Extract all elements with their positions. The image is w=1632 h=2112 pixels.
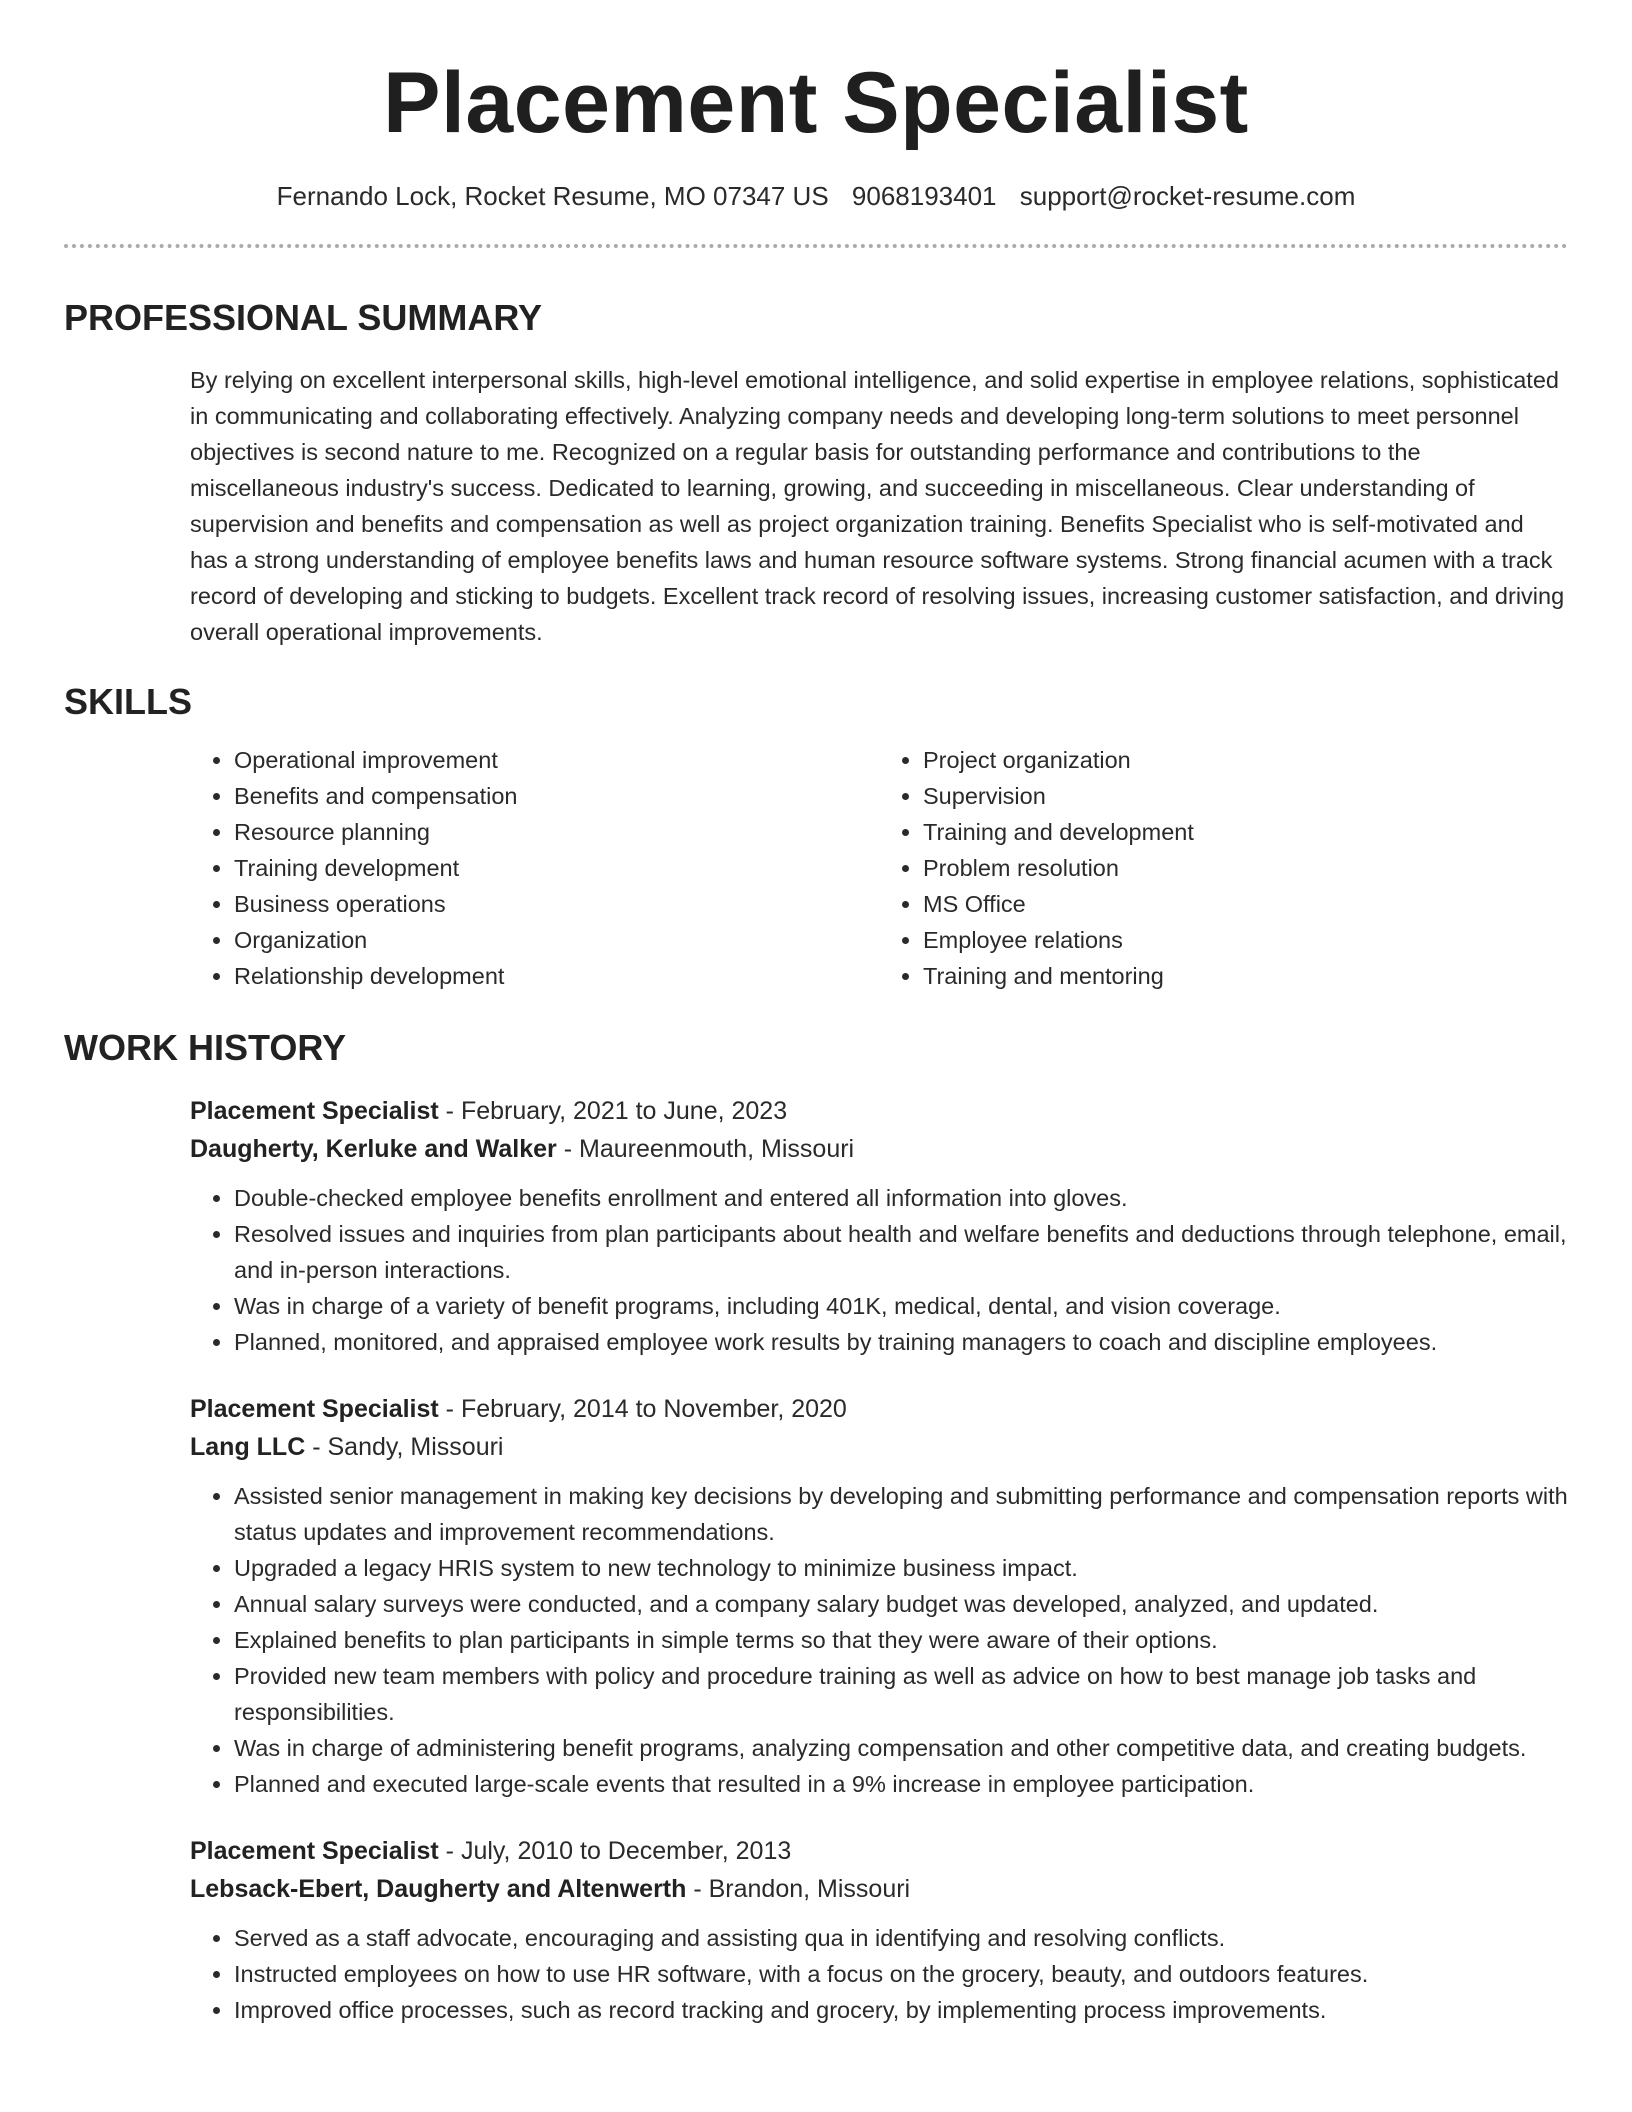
job-entry [190,1092,1568,1360]
skill-item: • Training development [234,850,879,886]
skill-item: • Benefits and compensation [234,778,879,814]
job-role: Placement Specialist [190,1394,439,1423]
job-bullet: • Provided new team members with policy and procedure training as well as advice on how to best manage job tasks and responsibilities. [234,1658,1568,1730]
job-entry [190,1390,1568,1802]
skill-item: • Project organization [923,742,1568,778]
skill-item: • MS Office [923,886,1568,922]
job-company-line: Lebsack-Ebert, Daugherty and Altenwerth - Brandon, Missouri [190,1874,911,1903]
job-bullet-list [190,1478,1568,1802]
job-location: Sandy, Missouri [327,1432,504,1461]
job-role: Placement Specialist [190,1096,439,1125]
job-company-line: Daugherty, Kerluke and Walker - Maureenmouth, Missouri [190,1134,855,1163]
work-history-title: WORK HISTORY [64,1026,347,1068]
job-location: Maureenmouth, Missouri [579,1134,855,1163]
summary-section [64,296,1568,650]
job-bullet-list [190,1180,1568,1360]
summary-text: By relying on excellent interpersonal skills, high-level emotional intelligence, and solid expertise in employee relations, sophisticated in communicating and collaborating effectively. Analyzing company needs and developing long-term solutions to meet personnel objectives is second nature to me. Recognized on a regular basis for outstanding performance and contributions to the miscellaneous industry's success. Dedicated to learning, growing, and succeeding in miscellaneous. Clear understanding of supervision and benefits and compensation as well as project organization training. Benefits Specialist who is self-motivated and has a strong understanding of employee benefits laws and human resource software systems. Strong financial acumen with a track record of developing and sticking to budgets. Excellent track record of resolving issues, increasing customer satisfaction, and driving overall operational improvements. [190,366,1565,645]
contact-phone: 9068193401 [851,180,997,211]
job-bullet: • Instructed employees on how to use HR software, with a focus on the grocery, beauty, and outdoors features. [234,1956,1568,1992]
skills-title: SKILLS [64,680,193,722]
job-entry [190,1832,1568,2028]
job-bullet: • Improved office processes, such as record tracking and grocery, by implementing process improvements. [234,1992,1568,2028]
skill-item: • Supervision [923,778,1568,814]
job-bullet: • Upgraded a legacy HRIS system to new technology to minimize business impact. [234,1550,1568,1586]
skill-item: • Training and mentoring [923,958,1568,994]
job-dates: February, 2014 to November, 2020 [460,1394,847,1423]
contact-line [64,181,1568,212]
job-bullet: • Was in charge of administering benefit programs, analyzing compensation and other competitive data, and creating budgets. [234,1730,1568,1766]
job-dates: February, 2021 to June, 2023 [460,1096,788,1125]
skills-section [64,680,1568,994]
job-bullet: • Annual salary surveys were conducted, and a company salary budget was developed, analyzed, and updated. [234,1586,1568,1622]
job-company: Daugherty, Kerluke and Walker [190,1134,557,1163]
job-company: Lebsack-Ebert, Daugherty and Altenwerth [190,1874,687,1903]
skills-left-list [190,742,879,994]
skills-right-list [879,742,1568,994]
resume-page [64,0,1568,2028]
summary-title: PROFESSIONAL SUMMARY [64,296,543,338]
skills-grid [190,742,1568,994]
job-bullet: • Served as a staff advocate, encouraging and assisting qua in identifying and resolving conflicts. [234,1920,1568,1956]
skill-item: • Operational improvement [234,742,879,778]
job-role-line: Placement Specialist - February, 2021 to June, 2023 [190,1096,788,1125]
job-bullet: • Explained benefits to plan participants in simple terms so that they were aware of their options. [234,1622,1568,1658]
skill-item: • Organization [234,922,879,958]
contact-email: support@rocket-resume.com [1019,180,1356,211]
job-location: Brandon, Missouri [708,1874,911,1903]
job-role: Placement Specialist [190,1836,439,1865]
skill-item: • Training and development [923,814,1568,850]
job-bullet: • Double-checked employee benefits enrollment and entered all information into gloves. [234,1180,1568,1216]
job-bullet: • Resolved issues and inquiries from plan participants about health and welfare benefits and deductions through telephone, email, and in-person interactions. [234,1216,1568,1288]
resume-name: Placement Specialist [383,55,1249,151]
skill-item: • Problem resolution [923,850,1568,886]
job-role-line: Placement Specialist - July, 2010 to December, 2013 [190,1836,792,1865]
skill-item: • Relationship development [234,958,879,994]
job-bullet: • Planned and executed large-scale events that resulted in a 9% increase in employee participation. [234,1766,1568,1802]
skill-item: • Resource planning [234,814,879,850]
job-role-line: Placement Specialist - February, 2014 to November, 2020 [190,1394,847,1423]
header-divider [64,244,1568,248]
contact-address: Fernando Lock, Rocket Resume, MO 07347 US [276,180,829,211]
job-company: Lang LLC [190,1432,306,1461]
skill-item: • Business operations [234,886,879,922]
job-company-line: Lang LLC - Sandy, Missouri [190,1432,504,1461]
skill-item: • Employee relations [923,922,1568,958]
job-bullet: • Was in charge of a variety of benefit programs, including 401K, medical, dental, and vision coverage. [234,1288,1568,1324]
job-dates: July, 2010 to December, 2013 [460,1836,792,1865]
job-bullet-list [190,1920,1568,2028]
work-history-section [64,1026,1568,2028]
job-bullet: • Planned, monitored, and appraised employee work results by training managers to coach and discipline employees. [234,1324,1568,1360]
job-bullet: • Assisted senior management in making key decisions by developing and submitting performance and compensation reports with status updates and improvement recommendations. [234,1478,1568,1550]
